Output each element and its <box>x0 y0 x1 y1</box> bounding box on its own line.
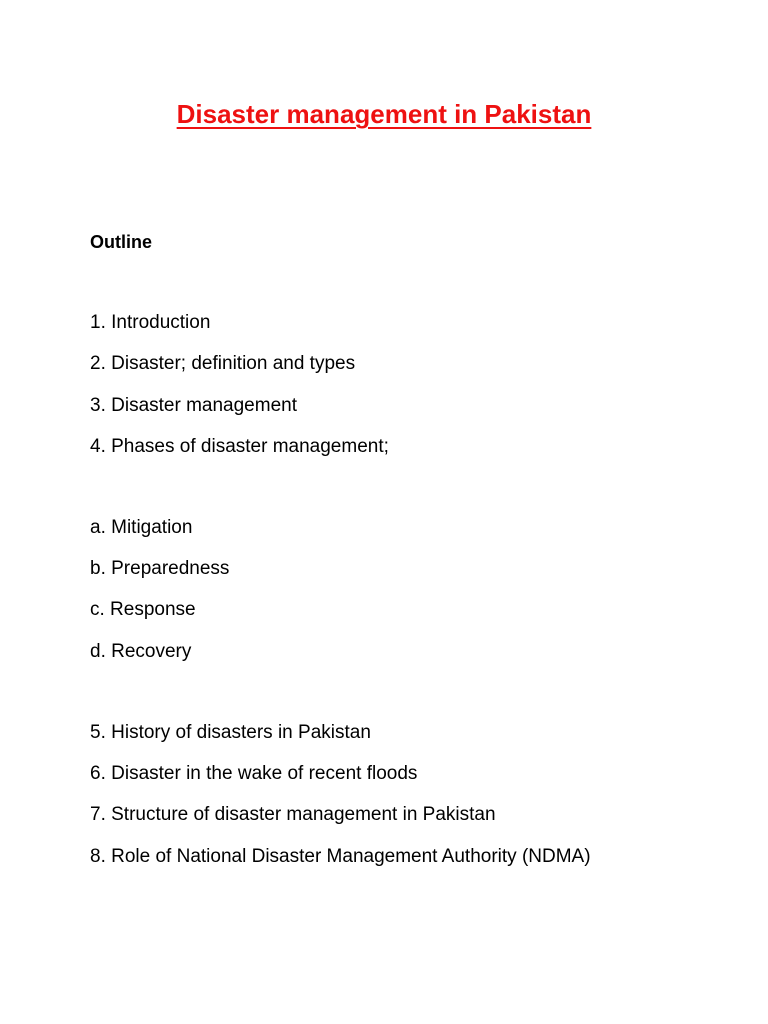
document-title: Disaster management in Pakistan <box>176 99 592 129</box>
outline-item-structure: 7. Structure of disaster management in Pakistan <box>90 804 496 825</box>
outline-item-ndma-role: 8. Role of National Disaster Management Authority (NDMA) <box>90 846 591 867</box>
outline-item-history: 5. History of disasters in Pakistan <box>90 722 371 743</box>
outline-subitem-preparedness: b. Preparedness <box>90 558 230 579</box>
outline-subitem-recovery: d. Recovery <box>90 641 192 662</box>
outline-subitem-response: c. Response <box>90 599 196 620</box>
outline-subitem-mitigation: a. Mitigation <box>90 517 193 538</box>
outline-item-disaster-definition: 2. Disaster; definition and types <box>90 353 356 374</box>
outline-item-phases: 4. Phases of disaster management; <box>90 436 389 457</box>
outline-item-introduction: 1. Introduction <box>90 312 211 333</box>
outline-item-disaster-management: 3. Disaster management <box>90 395 297 416</box>
outline-item-recent-floods: 6. Disaster in the wake of recent floods <box>90 763 418 784</box>
outline-heading: Outline <box>90 232 152 252</box>
